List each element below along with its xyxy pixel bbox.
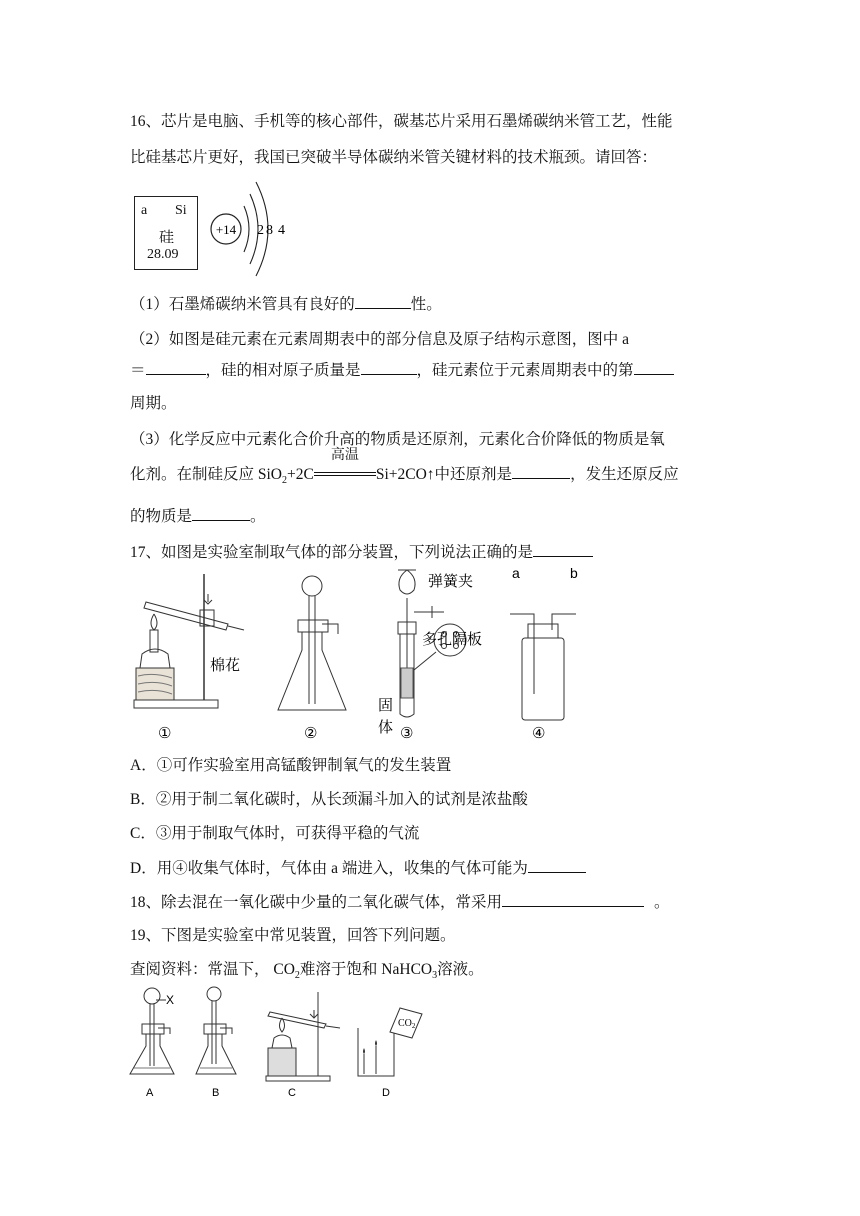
apparatus-2 xyxy=(278,576,346,742)
equation-products: Si+2CO xyxy=(375,466,427,483)
gas-arrow: ↑ xyxy=(426,466,435,483)
q16-part3-line1: （3）化学反应中元素化合价升高的物质是还原剂，元素化合价降低的物质是氧 xyxy=(130,431,665,448)
element-symbol: Si xyxy=(175,203,187,218)
co2-text: CO xyxy=(398,1018,412,1029)
equation-start: 化剂。在制硅反应 SiO xyxy=(130,466,282,483)
caption-3: ③ xyxy=(400,726,414,742)
label-solid-1: 固 xyxy=(378,697,394,714)
q18 xyxy=(130,890,730,915)
q18-text: 18、除去混在一氧化碳中少量的二氧化碳气体，常采用 xyxy=(130,894,503,911)
label-port-b: b xyxy=(570,568,578,581)
subscript: 3 xyxy=(432,970,438,982)
label-cotton: 棉花 xyxy=(210,657,241,674)
apparatus-B xyxy=(196,987,236,1099)
q17-stem-text: 17、如图是实验室制取气体的部分装置，下列说法正确的是 xyxy=(130,544,534,561)
q19-info-start: 查阅资料：常温下， CO xyxy=(130,961,295,978)
label-x: X xyxy=(166,993,175,1007)
equation-reactant: +2C xyxy=(287,466,314,483)
caption-4: ④ xyxy=(532,726,546,742)
element-info-box xyxy=(134,196,198,270)
atomic-number: a xyxy=(141,203,148,218)
q16-part2-line1: （2）如图是硅元素在元素周期表中的部分信息及原子结构示意图，图中 a xyxy=(130,331,630,348)
answer-blank xyxy=(512,462,570,479)
q16-part3-line3-text: 的物质是 xyxy=(130,508,193,525)
label-porous-plate: 多孔隔板 xyxy=(422,631,483,648)
q16-part2-mid: ，硅的相对原子质量是 xyxy=(205,362,361,379)
answer-blank xyxy=(192,504,250,521)
answer-blank xyxy=(361,358,417,375)
q17-option-d xyxy=(130,856,730,881)
apparatus-C xyxy=(266,992,340,1099)
label-solid-2: 体 xyxy=(378,719,394,736)
caption-2: ② xyxy=(304,726,318,742)
caption-C: C xyxy=(288,1087,296,1099)
atomic-mass: 28.09 xyxy=(147,247,179,262)
caption-D: D xyxy=(382,1087,390,1099)
answer-blank xyxy=(533,540,593,557)
co2-subscript: 2 xyxy=(411,1022,416,1030)
q16-part2-end: ，硅元素位于元素周期表中的第 xyxy=(416,362,634,379)
caption-B: B xyxy=(212,1087,220,1099)
subscript: 2 xyxy=(282,475,287,487)
q19-apparatus-figure xyxy=(126,984,446,1102)
caption-A: A xyxy=(146,1087,154,1099)
condition-text: 高温 xyxy=(330,447,359,463)
q16-part1 xyxy=(130,292,730,317)
q16-part2-line3: 周期。 xyxy=(130,395,177,412)
apparatus-3 xyxy=(378,570,482,742)
q16-part2-line2 xyxy=(130,358,730,383)
equals-sign xyxy=(314,472,376,476)
q19-info-mid: 难溶于饱和 NaHCO xyxy=(299,961,433,978)
shell-3-electrons: 4 xyxy=(278,223,285,238)
apparatus-1 xyxy=(134,574,244,742)
apparatus-4 xyxy=(510,568,578,742)
q16-part3-line3 xyxy=(130,504,730,529)
shell-2-electrons: 8 xyxy=(266,223,273,238)
q19-info-end: 溶液。 xyxy=(437,961,484,978)
q17-option-b: B．②用于制二氧化碳时，从长颈漏斗加入的试剂是浓盐酸 xyxy=(130,791,528,808)
answer-blank xyxy=(146,358,206,375)
q17-option-d-text: D．用④收集气体时，气体由 a 端进入，收集的气体可能为 xyxy=(130,860,528,877)
q17-option-c: C．③用于制取气体时，可获得平稳的气流 xyxy=(130,825,420,842)
q17-option-a: A．①可作实验室用高锰酸钾制氧气的发生装置 xyxy=(130,757,452,774)
equation-after: 中还原剂是 xyxy=(434,466,513,483)
answer-blank xyxy=(528,856,586,873)
element-name: 硅 xyxy=(159,230,175,246)
answer-blank xyxy=(634,358,674,375)
shell-1-electrons: 2 xyxy=(257,223,264,238)
q16-line1: 16、芯片是电脑、手机等的核心部件，碳基芯片采用石墨烯碳纳米管工艺，性能 xyxy=(130,113,673,130)
label-port-a: a xyxy=(512,568,520,581)
q16-part3-end: ，发生还原反应 xyxy=(570,466,679,483)
q16-part1-end: 性。 xyxy=(410,296,442,313)
apparatus-D xyxy=(358,1008,422,1099)
label-spring-clip: 弹簧夹 xyxy=(428,573,474,590)
q17-apparatus-figure xyxy=(128,568,608,743)
caption-1: ① xyxy=(158,726,172,742)
q16-part1-text: （1）石墨烯碳纳米管具有良好的 xyxy=(130,296,355,313)
apparatus-A xyxy=(130,988,174,1099)
q16-line2: 比硅基芯片更好，我国已突破半导体碳纳米管关键材料的技术瓶颈。请回答： xyxy=(130,149,658,166)
answer-blank xyxy=(355,292,411,309)
q16-part2-eq: ＝ xyxy=(130,362,146,379)
answer-blank xyxy=(502,890,644,907)
q19-stem: 19、下图是实验室中常见装置，回答下列问题。 xyxy=(130,927,456,944)
q16-part3-line3-end: 。 xyxy=(250,508,266,525)
q17-stem xyxy=(130,540,730,565)
atom-structure-diagram xyxy=(200,176,300,286)
reaction-condition xyxy=(314,447,376,487)
q16-part3-line2 xyxy=(130,447,730,493)
q18-end: 。 xyxy=(654,894,670,911)
subscript: 2 xyxy=(294,970,300,982)
nucleus-charge: +14 xyxy=(215,222,237,237)
